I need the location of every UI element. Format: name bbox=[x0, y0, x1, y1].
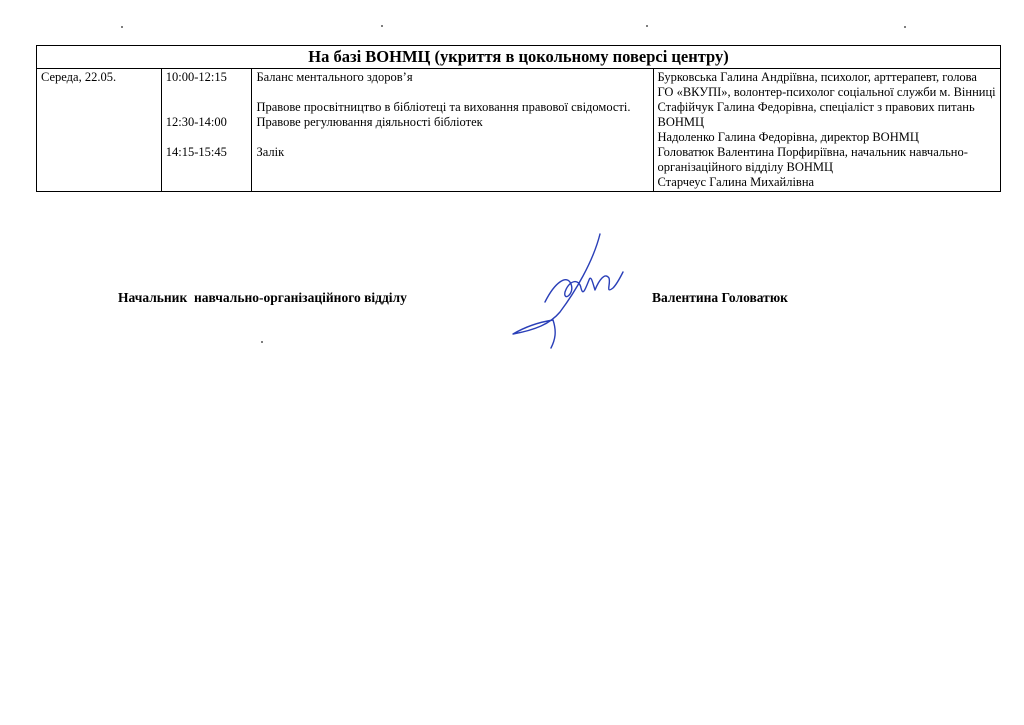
date-cell: Середа, 22.05. bbox=[37, 69, 162, 192]
signature-stroke bbox=[513, 234, 623, 348]
responsible-3: Надоленко Галина Федорівна, директор ВОНМЦ bbox=[657, 130, 919, 144]
responsible-4: Головатюк Валентина Порфиріївна, начальник навчально-організаційного відділу ВОНМЦ bbox=[657, 145, 968, 174]
signer-position: Начальник навчально-організаційного відділу bbox=[118, 290, 407, 305]
topic-1: Баланс ментального здоров’я bbox=[256, 70, 413, 84]
topic-cell bbox=[252, 69, 653, 192]
schedule-table bbox=[36, 45, 1001, 192]
table-title-row bbox=[37, 46, 1001, 69]
topic-3: Залік bbox=[256, 145, 285, 159]
handwritten-signature bbox=[505, 232, 635, 352]
signer-name: Валентина Головатюк bbox=[652, 290, 788, 305]
responsible-1: Бурковська Галина Андріївна, психолог, арттерапевт, голова ГО «ВКУПІ», волонтер-психолог соціальної служби м. Вінниці bbox=[657, 70, 996, 99]
topic-2: Правове просвітництво в бібліотеці та виховання правової свідомості. Правове регулювання діяльності бібліотек bbox=[256, 100, 631, 129]
table-row bbox=[37, 69, 1001, 192]
responsible-5: Старчеус Галина Михайлівна bbox=[657, 175, 815, 189]
time-slot-2: 12:30-14:00 bbox=[165, 115, 227, 129]
time-slot-3: 14:15-15:45 bbox=[165, 145, 227, 159]
responsible-2: Стафійчук Галина Федорівна, спеціаліст з правових питань ВОНМЦ bbox=[657, 100, 975, 129]
responsible-cell bbox=[653, 69, 1001, 192]
time-slot-1: 10:00-12:15 bbox=[165, 70, 227, 84]
time-cell bbox=[161, 69, 252, 192]
table-title: На базі ВОНМЦ (укриття в цокольному поверсі центру) bbox=[37, 46, 1001, 69]
